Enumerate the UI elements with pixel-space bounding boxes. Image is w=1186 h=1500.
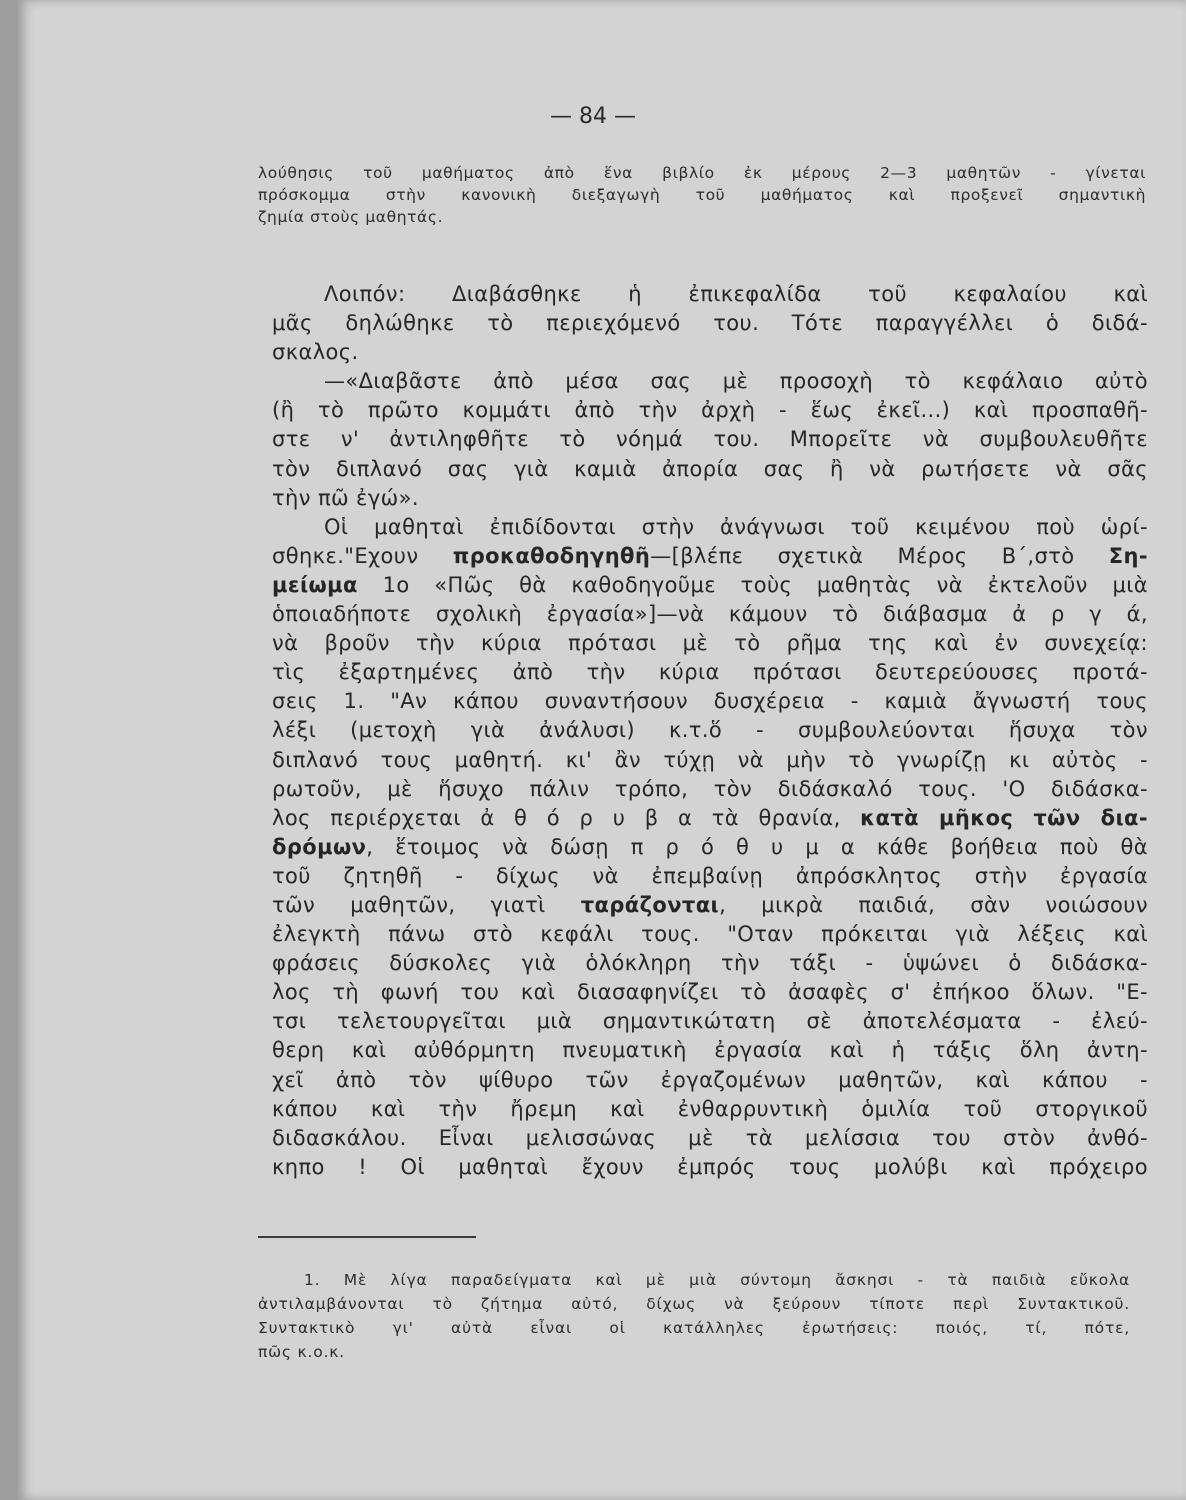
footnote-rule (258, 1236, 476, 1238)
bold-term: Ση- (1108, 543, 1148, 568)
body-line: διδασκάλου. Εἶναι μελισσώνας μὲ τὰ μελίσσια του στὸν ἀνθό- (272, 1125, 1148, 1150)
body-line: χεῖ ἀπὸ τὸν ψίθυρο τῶν ἐργαζομένων μαθητῶν, καὶ κάπου - (272, 1067, 1148, 1092)
bold-term: μείωμα (272, 572, 358, 597)
continued-paragraph (258, 162, 1146, 228)
body-line: λέξι (μετοχὴ γιὰ ἀνάλυσι) κ.τ.ὅ - συμβουλεύονται ἥσυχα τὸν (272, 718, 1148, 743)
body-line: ἐλεγκτὴ πάνω στὸ κεφάλι τους. "Οταν πρόκειται γιὰ λέξεις καὶ (272, 922, 1148, 947)
body-line: τὴν πῶ ἐγώ». (272, 485, 419, 510)
body-line: Οἱ μαθηταὶ ἐπιδίδονται στὴν ἀνάγνωσι τοῦ κειμένου ποὺ ὡρί- (324, 514, 1148, 539)
main-text (272, 280, 1148, 1182)
continued-line: λούθησις τοῦ μαθήματος ἀπὸ ἕνα βιβλίο ἐκ μέρους 2—3 μαθητῶν - γίνεται (258, 164, 1146, 182)
footnote-line: 1. Μὲ λίγα παραδείγματα καὶ μὲ μιὰ σύντομη ἄσκησι - τὰ παιδιὰ εὔκολα (304, 1271, 1130, 1289)
body-line: νὰ βροῦν τὴν κύρια πρότασι μὲ τὸ ρῆμα της καὶ ἐν συνεχείᾳ: (272, 631, 1148, 656)
body-line: σκαλος. (272, 340, 359, 365)
bold-term: προκαθοδηγηθῆ (452, 543, 651, 568)
body-line: τὶς ἐξαρτημένες ἀπὸ τὴν κύρια πρότασι δευτερεύουσες προτά- (272, 660, 1148, 685)
body-line: κηπο ! Οἱ μαθηταὶ ἔχουν ἐμπρός τους μολύβι καὶ πρόχειρο (272, 1154, 1148, 1179)
body-line: θερη καὶ αὐθόρμητη πνευματικὴ ἐργασία καὶ ἡ τάξις ὅλη ἀντη- (272, 1038, 1148, 1063)
body-line: ὁποιαδήποτε σχολικὴ ἐργασία»]—νὰ κάμουν τὸ διάβασμα ἀ ρ γ ά, (272, 602, 1148, 627)
body-line: μᾶς δηλώθηκε τὸ περιεχόμενό του. Τότε παραγγέλλει ὁ διδά- (272, 311, 1148, 336)
body-line: διπλανό τους μαθητή. κι' ἂν τύχῃ νὰ μὴν τὸ γνωρίζῃ κι αὐτὸς - (272, 747, 1148, 772)
body-line: τῶν μαθητῶν, γιατὶ ταράζονται, μικρὰ παιδιά, σὰν νοιώσουν (272, 892, 1148, 917)
body-line: λος τὴ φωνή του καὶ διασαφηνίζει τὸ ἀσαφὲς σ' ἐπήκοο ὅλων. "Ε- (272, 980, 1148, 1005)
page-number: — 84 — (550, 104, 636, 129)
body-line: ρωτοῦν, μὲ ἥσυχο πάλιν τρόπο, τὸν διδάσκαλό τους. 'Ο διδάσκα- (272, 776, 1148, 801)
bold-term: δρόμων (272, 834, 367, 859)
body-line: λος περιέρχεται ἀ θ ό ρ υ β α τὰ θρανία, κατὰ μῆκος τῶν δια- (272, 805, 1148, 830)
body-line: τὸν διπλανό σας γιὰ καμιὰ ἀπορία σας ἢ νὰ ρωτήσετε νὰ σᾶς (272, 456, 1148, 481)
bold-term: ταράζονται (580, 892, 720, 917)
footnote (258, 1268, 1130, 1364)
bold-term: κατὰ μῆκος τῶν δια- (860, 805, 1148, 830)
body-line: φράσεις δύσκολες γιὰ ὁλόκληρη τὴν τάξι - ὑψώνει ὁ διδάσκα- (272, 951, 1148, 976)
footnote-line: Συντακτικὸ γι' αὐτὰ εἶναι οἱ κατάλληλες ἐρωτήσεις: ποιός, τί, πότε, (258, 1319, 1130, 1337)
body-line: σθηκε."Εχουν προκαθοδηγηθῆ—[βλέπε σχετικὰ Μέρος Β΄,στὸ Ση- (272, 543, 1148, 568)
footnote-line: πῶς κ.ο.κ. (258, 1343, 345, 1361)
continued-line: πρόσκομμα στὴν κανονικὴ διεξαγωγὴ τοῦ μαθήματος καὶ προξενεῖ σημαντικὴ (258, 186, 1146, 204)
body-line: σεις 1. "Αν κάπου συναντήσουν δυσχέρεια - καμιὰ ἄγνωστή τους (272, 689, 1148, 714)
footnote-line: ἀντιλαμβάνονται τὸ ζήτημα αὐτό, δίχως νὰ ξεύρουν τίποτε περὶ Συντακτικοῦ. (258, 1295, 1130, 1313)
body-line: Λοιπόν: Διαβάσθηκε ἡ ἐπικεφαλίδα τοῦ κεφαλαίου καὶ (324, 282, 1148, 306)
body-line: μείωμα 1ο «Πῶς θὰ καθοδηγοῦμε τοὺς μαθητὰς νὰ ἐκτελοῦν μιὰ (272, 572, 1148, 597)
body-line: —«Διαβᾶστε ἀπὸ μέσα σας μὲ προσοχὴ τὸ κεφάλαιο αὐτὸ (324, 369, 1148, 394)
body-line: κάπου καὶ τὴν ἤρεμη καὶ ἐνθαρρυντικὴ ὁμιλία τοῦ στοργικοῦ (272, 1096, 1148, 1121)
body-line: δρόμων, ἕτοιμος νὰ δώσῃ π ρ ό θ υ μ α κάθε βοήθεια ποὺ θὰ (272, 834, 1148, 859)
body-line: τσι τελετουργεῖται μιὰ σημαντικώτατη σὲ ἀποτελέσματα - ἐλεύ- (272, 1009, 1148, 1034)
body-line: στε ν' ἀντιληφθῆτε τὸ νόημά του. Μπορεῖτε νὰ συμβουλευθῆτε (272, 427, 1148, 452)
body-line: τοῦ ζητηθῆ - δίχως νὰ ἐπεμβαίνῃ ἀπρόσκλητος στὴν ἐργασία (272, 863, 1148, 888)
continued-line: ζημία στοὺς μαθητάς. (258, 208, 444, 226)
body-line: (ἢ τὸ πρῶτο κομμάτι ἀπὸ τὴν ἀρχὴ - ἕως ἐκεῖ...) καὶ προσπαθῆ- (272, 398, 1148, 423)
